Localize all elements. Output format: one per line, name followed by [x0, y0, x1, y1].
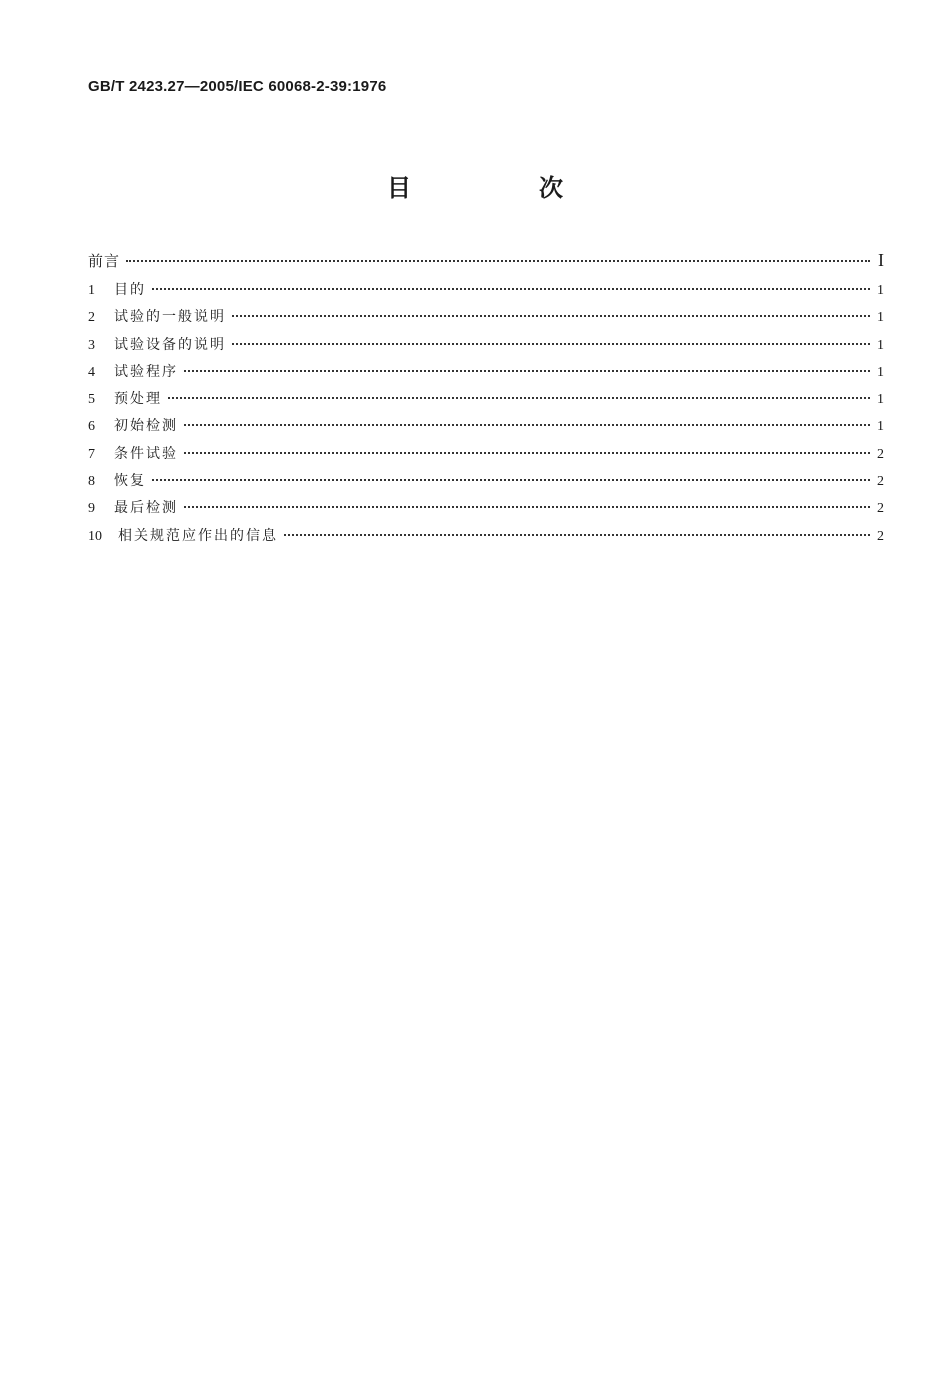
toc-entry-4[interactable]: [88, 361, 884, 388]
toc-entry-label: 试验的一般说明: [114, 309, 226, 326]
toc-leader-dots: [168, 397, 870, 399]
toc-entry-7[interactable]: [88, 443, 884, 470]
toc-entry-number: 2: [88, 310, 95, 326]
toc-leader-dots: [152, 288, 870, 290]
toc-leader-dots: [152, 479, 870, 481]
toc-entry-page: 1: [877, 310, 884, 326]
toc-entry-number: 5: [88, 392, 95, 408]
toc-entry-label: 条件试验: [114, 445, 178, 462]
toc-entry-label: 预处理: [114, 391, 162, 408]
toc-entry-10[interactable]: [88, 525, 884, 552]
toc-entry-number: 4: [88, 364, 95, 380]
toc-entry-page: 1: [877, 392, 884, 408]
toc-entry-page: 1: [877, 419, 884, 435]
toc-entry-3[interactable]: [88, 334, 884, 361]
toc-entry-number: 8: [88, 474, 95, 490]
toc-entry-page: 2: [877, 446, 884, 462]
toc-entry-5[interactable]: [88, 388, 884, 415]
toc-entry-page: 1: [877, 364, 884, 380]
toc-entry-number: 6: [88, 419, 95, 435]
toc-entry-label: 恢复: [114, 473, 146, 490]
document-code: GB/T 2423.27—2005/IEC 60068-2-39:1976: [88, 78, 387, 95]
toc-entry-label: 最后检测: [114, 500, 178, 517]
toc-entry-number: 1: [88, 283, 95, 298]
toc-entry-number: 9: [88, 501, 95, 517]
toc-entry-page: 1: [877, 337, 884, 353]
toc-entry-9[interactable]: [88, 497, 884, 524]
toc-entry-2[interactable]: [88, 306, 884, 333]
toc-entry-1[interactable]: [88, 279, 884, 306]
toc-entry-label: 相关规范应作出的信息: [118, 527, 278, 544]
toc-entry-number: 3: [88, 337, 95, 353]
toc-entry-foreword[interactable]: [88, 250, 884, 279]
toc-leader-dots: [184, 506, 870, 508]
toc-leader-dots: [184, 424, 870, 426]
toc-entry-page: 2: [877, 474, 884, 490]
toc-entry-label: 前言: [88, 252, 121, 270]
toc-leader-dots: [232, 315, 870, 317]
toc-leader-dots: [284, 534, 870, 536]
toc-entry-8[interactable]: [88, 470, 884, 497]
toc-leader-dots: [184, 370, 870, 372]
toc-leader-dots: [184, 452, 870, 454]
toc-entry-number: 10: [88, 528, 102, 544]
toc-entry-number: 7: [88, 446, 95, 462]
toc-leader-dots: [126, 260, 870, 262]
toc-entry-page: 2: [877, 528, 884, 544]
toc-entry-label: 试验设备的说明: [114, 336, 226, 353]
toc-entry-label: 初始检测: [114, 418, 178, 435]
toc-leader-dots: [232, 343, 870, 345]
toc-entry-label: 目的: [114, 282, 146, 298]
toc-entry-page: 2: [877, 501, 884, 517]
table-of-contents: [88, 250, 884, 552]
toc-entry-label: 试验程序: [114, 363, 178, 380]
page-title: 目 次: [387, 174, 615, 202]
toc-entry-page: I: [878, 250, 884, 270]
toc-entry-page: 1: [877, 283, 884, 298]
toc-entry-6[interactable]: [88, 415, 884, 442]
